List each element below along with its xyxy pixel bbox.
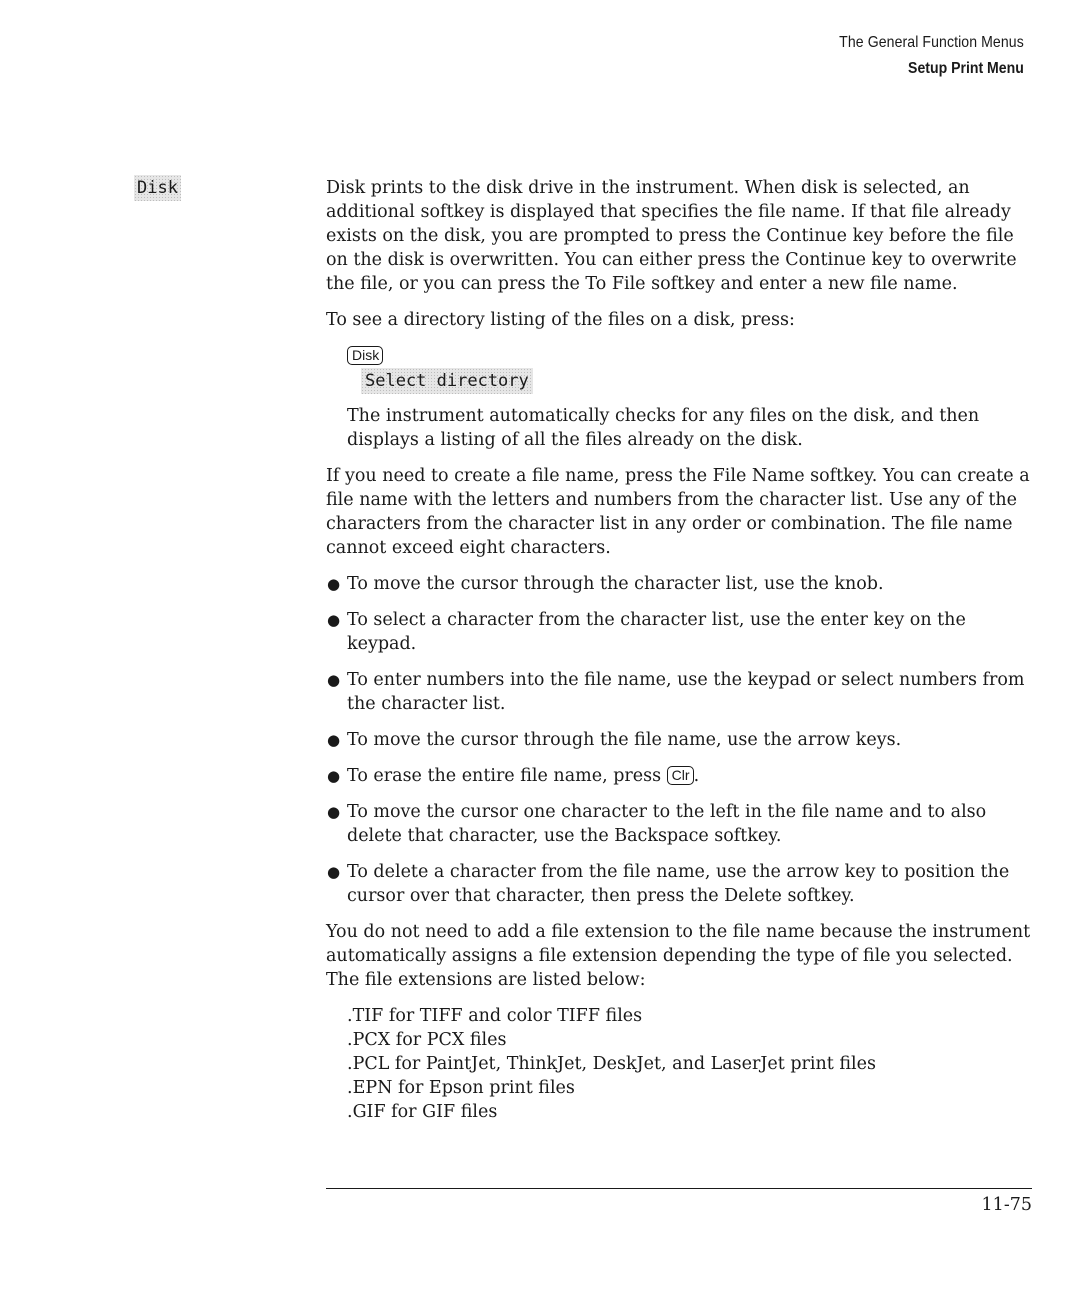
body-text [326,176,1034,1124]
list-item: ● To delete a character from the file name, use the arrow key to position the cursor over that character, then press the Delete softkey. [327,862,1010,906]
footer-rule [326,1188,1032,1189]
extension-item: .TIF for TIFF and color TIFF files [347,1006,643,1026]
running-header [814,31,1024,83]
extension-list [347,1004,1034,1124]
extension-item: .PCX for PCX files [347,1030,507,1050]
clr-hardkey: Clr [667,766,694,785]
bullet-icon: ● [327,671,341,689]
disk-hardkey: Disk [347,346,383,365]
page-number: 11-75 [981,1195,1032,1215]
chapter-title: The General Function Menus [839,34,1024,51]
key-sequence [347,344,1034,392]
bullet-icon: ● [327,767,341,785]
section-title: Setup Print Menu [908,60,1024,77]
file-name-paragraph: If you need to create a file name, press the File Name softkey. You can create a file name with the letters and numbers from the character list. Use any of the characters from the character list in any order or combination. The file name cannot exceed eight characters. [326,466,1030,558]
extension-item: .GIF for GIF files [347,1102,498,1122]
bullet-icon: ● [327,863,341,881]
bullet-icon: ● [327,611,341,629]
auto-check-paragraph: The instrument automatically checks for any files on the disk, and then displays a listing of all the files already on the disk. [347,406,980,450]
extension-item: .PCL for PaintJet, ThinkJet, DeskJet, and LaserJet print files [347,1054,876,1074]
directory-paragraph: To see a directory listing of the files on a disk, press: [326,310,795,330]
intro-paragraph: Disk prints to the disk drive in the instrument. When disk is selected, an additional softkey is displayed that specifies the file name. If that file already exists on the disk, you are prompted to press the Continue key before the file on the disk is overwritten. You can either press the Continue key to overwrite the file, or you can press the To File softkey and enter a new file name. [326,178,1017,294]
list-item: ● To erase the entire file name, press Clr . [327,766,700,786]
extension-item: .EPN for Epson print files [347,1078,575,1098]
bullet-icon: ● [327,575,341,593]
list-item: ● To move the cursor one character to the left in the file name and to also delete that character, use the Backspace softkey. [327,802,987,846]
extension-paragraph: You do not need to add a file extension to the file name because the instrument automatically assigns a file extension depending the type of file you selected. The file extensions are listed below: [326,922,1031,990]
list-item: ● To select a character from the character list, use the enter key on the keypad. [327,610,966,654]
select-directory-softkey: Select directory [361,368,533,394]
softkey-term-label: Disk [134,175,181,201]
bullet-icon: ● [327,731,341,749]
bullet-icon: ● [327,803,341,821]
bullet-list [326,572,1034,908]
list-item: ● To enter numbers into the file name, use the keypad or select numbers from the character list. [327,670,1025,714]
list-item: ● To move the cursor through the character list, use the knob. [327,574,884,594]
list-item: ● To move the cursor through the file name, use the arrow keys. [327,730,902,750]
